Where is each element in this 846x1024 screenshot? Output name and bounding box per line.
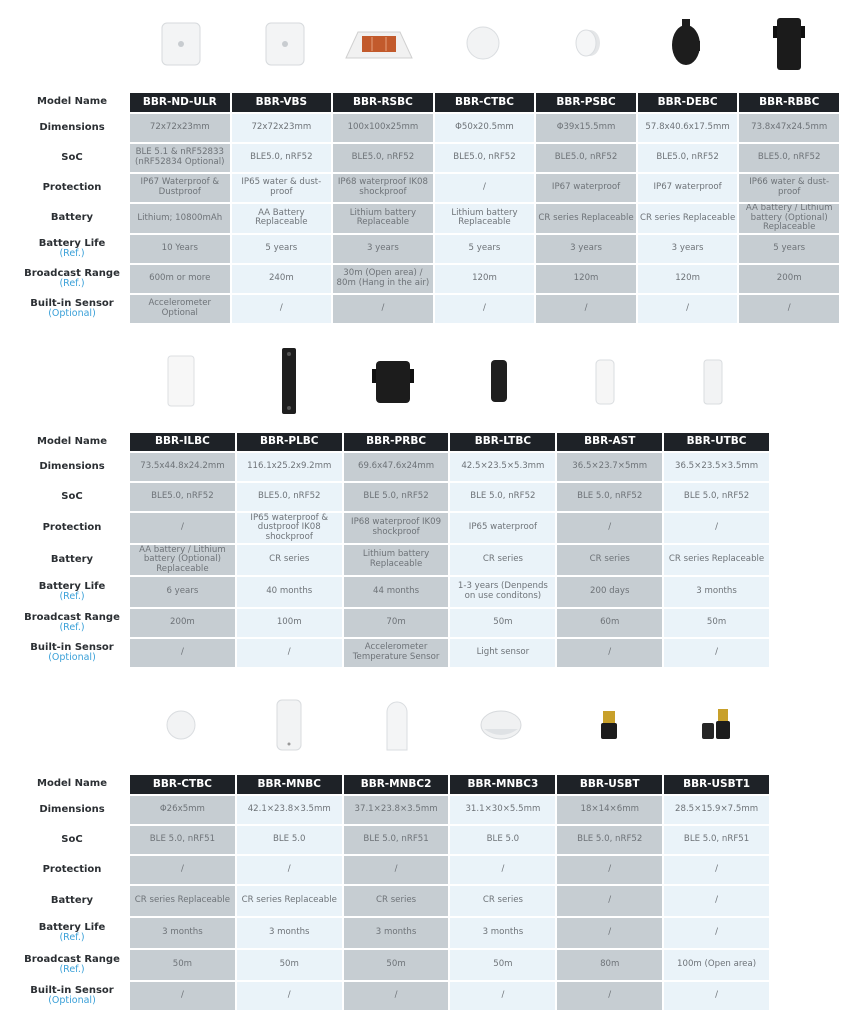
- sensor-cell: /: [333, 295, 433, 323]
- sensor-cell: /: [664, 982, 769, 1010]
- dark-box-icon: [754, 8, 824, 78]
- dimensions-cell: 18×14×6mm: [557, 796, 662, 824]
- row-label-protection: Protection: [16, 174, 128, 202]
- model-name-cell: BBR-VBS: [232, 93, 332, 112]
- battery-cell: CR series Replaceable: [536, 204, 636, 233]
- row-label-battery: Battery: [16, 886, 128, 916]
- protection-cell: IP65 waterproof: [450, 513, 555, 543]
- dimensions-cell: Φ39x15.5mm: [536, 114, 636, 142]
- battery-life-cell: 5 years: [739, 235, 839, 263]
- dimensions-cell: 72x72x23mm: [232, 114, 332, 142]
- battery-cell: AA Battery Replaceable: [232, 204, 332, 233]
- dimensions-cell: 73.5x44.8x24.2mm: [130, 453, 235, 481]
- optional-note: (Optional): [48, 995, 96, 1007]
- battery-life-cell: /: [557, 918, 662, 948]
- battery-cell: CR series: [344, 886, 449, 916]
- battery-cell: AA battery / Lithium battery (Optional) Replaceable: [130, 545, 235, 575]
- battery-cell: CR series: [450, 545, 555, 575]
- broadcast-range-label: Broadcast Range: [24, 267, 120, 279]
- row-label-broadcast-range: [16, 265, 128, 293]
- model-name-cell: BBR-UTBC: [664, 433, 769, 451]
- protection-cell: IP67 waterproof: [638, 174, 738, 202]
- protection-cell: IP66 water & dust-proof: [739, 174, 839, 202]
- sensor-cell: Accelerometer Optional: [130, 295, 230, 323]
- row-label-model-name: Model Name: [16, 433, 128, 451]
- soc-cell: BLE5.0, nRF52: [435, 144, 535, 172]
- dimensions-cell: 72x72x23mm: [130, 114, 230, 142]
- dimensions-cell: 42.5×23.5×5.3mm: [450, 453, 555, 481]
- dimensions-cell: 37.1×23.8×3.5mm: [344, 796, 449, 824]
- row-label-dimensions: Dimensions: [16, 114, 128, 142]
- dimensions-cell: 42.1×23.8×3.5mm: [237, 796, 342, 824]
- range-cell: 50m: [130, 950, 235, 980]
- row-label-battery: Battery: [16, 204, 128, 233]
- range-cell: 80m: [557, 950, 662, 980]
- protection-cell: IP65 waterproof & dustproof IK08 shockproof: [237, 513, 342, 543]
- dark-tag-icon: [464, 346, 534, 416]
- protection-cell: /: [237, 856, 342, 884]
- sensor-label: Built-in Sensor: [30, 984, 114, 996]
- dimensions-cell: 57.8x40.6x17.5mm: [638, 114, 738, 142]
- battery-cell: Lithium battery Replaceable: [435, 204, 535, 233]
- battery-life-cell: 10 Years: [130, 235, 230, 263]
- dimensions-cell: Φ26x5mm: [130, 796, 235, 824]
- dark-box-icon: [358, 346, 428, 416]
- optional-note: (Optional): [48, 652, 96, 664]
- row-label-battery-life: [16, 577, 128, 607]
- model-name-cell: BBR-RBBC: [739, 93, 839, 112]
- sensor-label: Built-in Sensor: [30, 297, 114, 309]
- square-beacon-icon: [146, 8, 216, 78]
- sensor-cell: /: [739, 295, 839, 323]
- model-name-cell: BBR-MNBC3: [450, 775, 555, 794]
- row-label-model-name: Model Name: [16, 775, 128, 794]
- battery-cell: Lithium battery Replaceable: [333, 204, 433, 233]
- battery-life-label: Battery Life: [38, 580, 106, 592]
- battery-life-cell: 3 months: [664, 577, 769, 607]
- sensor-cell: /: [450, 982, 555, 1010]
- ref-note: (Ref.): [59, 622, 85, 634]
- battery-life-cell: /: [664, 918, 769, 948]
- range-cell: 30m (Open area) / 80m (Hang in the air): [333, 265, 433, 293]
- road-stud-icon: [344, 8, 414, 78]
- protection-cell: /: [557, 513, 662, 543]
- soc-cell: BLE 5.0, nRF52: [344, 483, 449, 511]
- battery-cell: /: [557, 886, 662, 916]
- row-label-model-name: Model Name: [16, 93, 128, 112]
- range-cell: 70m: [344, 609, 449, 637]
- battery-cell: CR series Replaceable: [130, 886, 235, 916]
- puck-icon: [552, 8, 622, 78]
- round-button-icon: [448, 8, 518, 78]
- battery-life-label: Battery Life: [38, 921, 106, 933]
- model-name-cell: BBR-ILBC: [130, 433, 235, 451]
- soc-cell: BLE 5.0, nRF52: [450, 483, 555, 511]
- dimensions-cell: 116.1x25.2x9.2mm: [237, 453, 342, 481]
- soc-cell: BLE5.0, nRF52: [536, 144, 636, 172]
- battery-life-cell: 3 months: [344, 918, 449, 948]
- protection-cell: IP67 Waterproof & Dustproof: [130, 174, 230, 202]
- soc-cell: BLE5.0, nRF52: [638, 144, 738, 172]
- row-label-battery-life: [16, 918, 128, 948]
- sensor-cell: /: [664, 639, 769, 667]
- row-label-sensor: [16, 639, 128, 667]
- protection-cell: /: [435, 174, 535, 202]
- battery-life-cell: 40 months: [237, 577, 342, 607]
- soc-cell: BLE 5.0, nRF51: [664, 826, 769, 854]
- sensor-cell: /: [130, 639, 235, 667]
- model-name-cell: BBR-PSBC: [536, 93, 636, 112]
- row-label-soc: SoC: [16, 483, 128, 511]
- ref-note: (Ref.): [59, 278, 85, 290]
- sensor-cell: /: [237, 639, 342, 667]
- protection-cell: /: [450, 856, 555, 884]
- range-cell: 50m: [237, 950, 342, 980]
- optional-note: (Optional): [48, 308, 96, 320]
- battery-cell: AA battery / Lithium battery (Optional) Replaceable: [739, 204, 839, 233]
- range-cell: 240m: [232, 265, 332, 293]
- range-cell: 50m: [664, 609, 769, 637]
- dimensions-cell: 69.6x47.6x24mm: [344, 453, 449, 481]
- sensor-cell: /: [344, 982, 449, 1010]
- range-cell: 120m: [435, 265, 535, 293]
- usb-dongle-icon: [682, 690, 752, 760]
- range-cell: 120m: [536, 265, 636, 293]
- model-name-cell: BBR-DEBC: [638, 93, 738, 112]
- row-label-broadcast-range: [16, 609, 128, 637]
- protection-cell: /: [664, 513, 769, 543]
- sensor-cell: Accelerometer Temperature Sensor: [344, 639, 449, 667]
- battery-life-cell: 1-3 years (Denpends on use conditons): [450, 577, 555, 607]
- soc-cell: BLE5.0, nRF52: [232, 144, 332, 172]
- soc-cell: BLE 5.0, nRF51: [344, 826, 449, 854]
- white-box-icon: [146, 346, 216, 416]
- broadcast-range-label: Broadcast Range: [24, 953, 120, 965]
- range-cell: 100m (Open area): [664, 950, 769, 980]
- battery-life-cell: 3 months: [130, 918, 235, 948]
- battery-life-cell: 200 days: [557, 577, 662, 607]
- ref-note: (Ref.): [59, 591, 85, 603]
- range-cell: 200m: [130, 609, 235, 637]
- sensor-cell: /: [557, 982, 662, 1010]
- usb-dongle-icon: [574, 690, 644, 760]
- protection-cell: IP67 waterproof: [536, 174, 636, 202]
- battery-life-label: Battery Life: [38, 237, 106, 249]
- sensor-cell: /: [237, 982, 342, 1010]
- dimensions-cell: 36.5×23.7×5mm: [557, 453, 662, 481]
- protection-cell: IP68 waterproof IK08 shockproof: [333, 174, 433, 202]
- soc-cell: BLE 5.0: [237, 826, 342, 854]
- range-cell: 50m: [450, 950, 555, 980]
- soc-cell: BLE5.0, nRF52: [130, 483, 235, 511]
- long-bar-icon: [254, 346, 324, 416]
- protection-cell: /: [130, 856, 235, 884]
- sensor-label: Built-in Sensor: [30, 641, 114, 653]
- dimensions-cell: 28.5×15.9×7.5mm: [664, 796, 769, 824]
- battery-life-cell: 5 years: [232, 235, 332, 263]
- soc-cell: BLE 5.1 & nRF52833 (nRF52834 Optional): [130, 144, 230, 172]
- model-name-cell: BBR-ND-ULR: [130, 93, 230, 112]
- ref-note: (Ref.): [59, 248, 85, 260]
- soc-cell: BLE 5.0, nRF52: [664, 483, 769, 511]
- dimensions-cell: Φ50x20.5mm: [435, 114, 535, 142]
- row-label-dimensions: Dimensions: [16, 796, 128, 824]
- protection-cell: IP68 waterproof IK09 shockproof: [344, 513, 449, 543]
- range-cell: 60m: [557, 609, 662, 637]
- model-name-cell: BBR-RSBC: [333, 93, 433, 112]
- battery-cell: CR series Replaceable: [638, 204, 738, 233]
- row-label-soc: SoC: [16, 144, 128, 172]
- model-name-cell: BBR-LTBC: [450, 433, 555, 451]
- model-name-cell: BBR-AST: [557, 433, 662, 451]
- range-cell: 50m: [344, 950, 449, 980]
- range-cell: 100m: [237, 609, 342, 637]
- soc-cell: BLE 5.0, nRF52: [557, 826, 662, 854]
- soc-cell: BLE 5.0, nRF51: [130, 826, 235, 854]
- battery-cell: CR series: [557, 545, 662, 575]
- battery-cell: CR series: [237, 545, 342, 575]
- row-label-broadcast-range: [16, 950, 128, 980]
- white-card-icon: [678, 346, 748, 416]
- row-label-sensor: [16, 295, 128, 323]
- battery-cell: Lithium battery Replaceable: [344, 545, 449, 575]
- white-card-icon: [254, 690, 324, 760]
- dimensions-cell: 73.8x47x24.5mm: [739, 114, 839, 142]
- battery-cell: CR series Replaceable: [664, 545, 769, 575]
- model-name-cell: BBR-CTBC: [435, 93, 535, 112]
- range-cell: 120m: [638, 265, 738, 293]
- range-cell: 50m: [450, 609, 555, 637]
- spec-table: [14, 431, 771, 669]
- battery-life-cell: 3 years: [536, 235, 636, 263]
- soc-cell: BLE5.0, nRF52: [739, 144, 839, 172]
- model-name-cell: BBR-USBT1: [664, 775, 769, 794]
- sensor-cell: /: [536, 295, 636, 323]
- row-label-battery: Battery: [16, 545, 128, 575]
- round-button-icon: [466, 690, 536, 760]
- soc-cell: BLE5.0, nRF52: [237, 483, 342, 511]
- range-cell: 200m: [739, 265, 839, 293]
- sensor-cell: /: [130, 982, 235, 1010]
- protection-cell: /: [130, 513, 235, 543]
- row-label-dimensions: Dimensions: [16, 453, 128, 481]
- battery-cell: CR series Replaceable: [237, 886, 342, 916]
- sensor-cell: /: [638, 295, 738, 323]
- battery-life-cell: 3 months: [237, 918, 342, 948]
- white-tag-icon: [362, 690, 432, 760]
- battery-life-cell: 3 years: [333, 235, 433, 263]
- row-label-protection: Protection: [16, 856, 128, 884]
- dimensions-cell: 31.1×30×5.5mm: [450, 796, 555, 824]
- protection-cell: /: [664, 856, 769, 884]
- range-cell: 600m or more: [130, 265, 230, 293]
- soc-cell: BLE5.0, nRF52: [333, 144, 433, 172]
- sensor-cell: Light sensor: [450, 639, 555, 667]
- ref-note: (Ref.): [59, 932, 85, 944]
- battery-life-cell: 6 years: [130, 577, 235, 607]
- soc-cell: BLE 5.0: [450, 826, 555, 854]
- row-label-protection: Protection: [16, 513, 128, 543]
- model-name-cell: BBR-MNBC: [237, 775, 342, 794]
- spec-table: [14, 91, 841, 325]
- broadcast-range-label: Broadcast Range: [24, 611, 120, 623]
- battery-cell: CR series: [450, 886, 555, 916]
- sensor-cell: /: [557, 639, 662, 667]
- battery-life-cell: 5 years: [435, 235, 535, 263]
- row-label-soc: SoC: [16, 826, 128, 854]
- model-name-cell: BBR-CTBC: [130, 775, 235, 794]
- protection-cell: IP65 water & dust-proof: [232, 174, 332, 202]
- round-button-icon: [146, 690, 216, 760]
- dimensions-cell: 100x100x25mm: [333, 114, 433, 142]
- square-beacon-icon: [250, 8, 320, 78]
- sensor-cell: /: [435, 295, 535, 323]
- model-name-cell: BBR-MNBC2: [344, 775, 449, 794]
- ref-note: (Ref.): [59, 964, 85, 976]
- model-name-cell: BBR-USBT: [557, 775, 662, 794]
- dark-round-icon: [650, 8, 720, 78]
- white-tag-icon: [570, 346, 640, 416]
- battery-life-cell: 44 months: [344, 577, 449, 607]
- protection-cell: /: [557, 856, 662, 884]
- protection-cell: /: [344, 856, 449, 884]
- battery-cell: /: [664, 886, 769, 916]
- battery-life-cell: 3 months: [450, 918, 555, 948]
- dimensions-cell: 36.5×23.5×3.5mm: [664, 453, 769, 481]
- battery-life-cell: 3 years: [638, 235, 738, 263]
- spec-table: [14, 773, 771, 1012]
- model-name-cell: BBR-PRBC: [344, 433, 449, 451]
- row-label-battery-life: [16, 235, 128, 263]
- soc-cell: BLE 5.0, nRF52: [557, 483, 662, 511]
- model-name-cell: BBR-PLBC: [237, 433, 342, 451]
- battery-cell: Lithium; 10800mAh: [130, 204, 230, 233]
- sensor-cell: /: [232, 295, 332, 323]
- row-label-sensor: [16, 982, 128, 1010]
